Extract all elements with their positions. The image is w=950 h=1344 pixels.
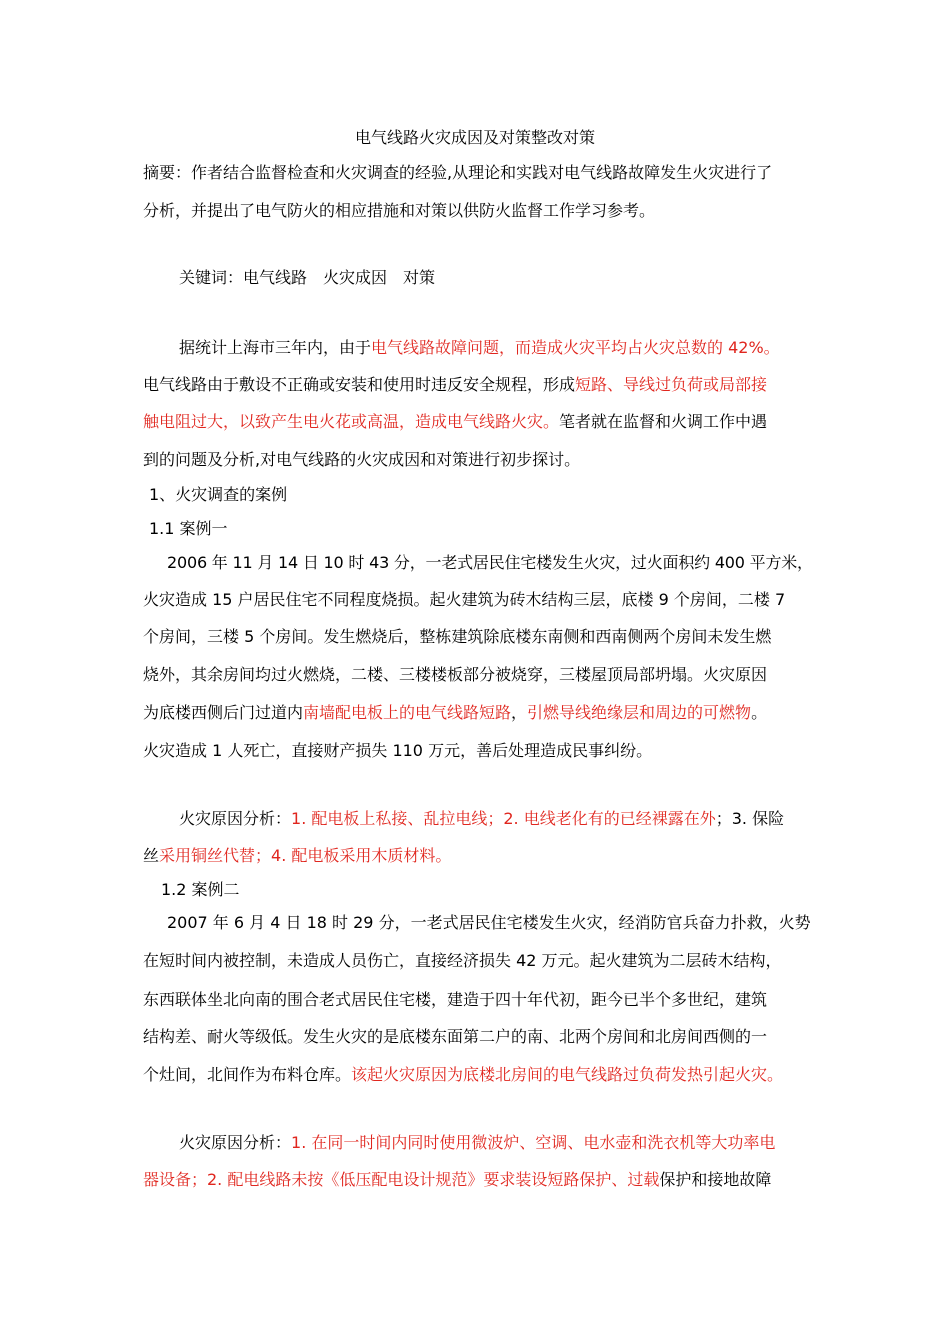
text-span: 据统计上海市三年内，由于 [179, 338, 372, 357]
highlight-span: 采用铜丝代替；4. 配电板采用木质材料。 [159, 846, 452, 865]
case2-analysis-line-2 [143, 1170, 813, 1190]
highlight-span: 1. 在同一时间内同时使用微波炉、空调、电水壶和洗衣机等大功率电 [291, 1133, 776, 1152]
text-span: 保护和接地故障 [659, 1170, 772, 1189]
abstract-line-2: 分析，并提出了电气防火的相应措施和对策以供防火监督工作学习参考。 [143, 201, 656, 220]
highlight-span: 触电阻过大，以致产生电火花或高温，造成电气线路火灾。 [143, 412, 560, 431]
highlight-span: 引燃导线绝缘层和周边的可燃物 [527, 703, 752, 722]
intro-line-1 [179, 338, 813, 358]
case1-line-6: 火灾造成 1 人死亡，直接财产损失 110 万元，善后处理造成民事纠纷。 [143, 741, 653, 760]
case1-line-1: 2006 年 11 月 14 日 10 时 43 分，一老式居民住宅楼发生火灾，过火面积约 400 平方米， [167, 553, 813, 572]
intro-line-4: 到的问题及分析,对电气线路的火灾成因和对策进行初步探讨。 [143, 450, 581, 469]
text-span: 笔者就在监督和火调工作中遇 [559, 412, 768, 431]
highlight-span: 器设备；2. 配电线路未按《低压配电设计规范》要求装设短路保护、过载 [143, 1170, 660, 1189]
highlight-span: 电气线路故障问题，而造成火灾平均占火灾总数的 42%。 [371, 338, 780, 357]
text-span: ， [511, 703, 528, 722]
highlight-span: 南墙配电板上的电气线路短路 [303, 703, 512, 722]
case1-line-4: 烧外，其余房间均过火燃烧，二楼、三楼楼板部分被烧穿，三楼屋顶局部坍塌。火灾原因 [143, 665, 768, 684]
case2-line-4: 结构差、耐火等级低。发生火灾的是底楼东面第二户的南、北两个房间和北房间西侧的一 [143, 1027, 768, 1046]
intro-line-3 [143, 412, 813, 432]
text-span: 火灾原因分析： [179, 809, 292, 828]
text-span: 丝 [143, 846, 160, 865]
case1-line-5 [143, 703, 813, 723]
highlight-span: 短路、导线过负荷或局部接 [575, 375, 768, 394]
case2-line-5 [143, 1065, 813, 1085]
case2-line-3: 东西联体坐北向南的围合老式居民住宅楼，建造于四十年代初，距今已半个多世纪，建筑 [143, 990, 768, 1009]
text-span: 火灾原因分析： [179, 1133, 292, 1152]
case2-line-1: 2007 年 6 月 4 日 18 时 29 分，一老式居民住宅楼发生火灾，经消防官兵奋力扑救，火势 [167, 913, 811, 932]
case2-line-2: 在短时间内被控制，未造成人员伤亡，直接经济损失 42 万元。起火建筑为二层砖木结构， [143, 951, 782, 970]
case1-line-2: 火灾造成 15 户居民住宅不同程度烧损。起火建筑为砖木结构三层，底楼 9 个房间，二楼 7 [143, 590, 786, 609]
text-span: 电气线路由于敷设不正确或安装和使用时违反安全规程，形成 [143, 375, 576, 394]
case1-heading: 1.1 案例一 [149, 519, 228, 538]
text-span: 个灶间，北间作为布料仓库。 [143, 1065, 352, 1084]
case2-heading: 1.2 案例二 [161, 880, 240, 899]
intro-line-2 [143, 375, 813, 395]
case2-analysis-line-1 [179, 1133, 813, 1153]
highlight-span: 1. 配电板上私接、乱拉电线；2. 电线老化有的已经裸露在外 [291, 809, 716, 828]
text-span: ；3. 保险 [715, 809, 785, 828]
case1-analysis-line-2 [143, 846, 813, 866]
highlight-span: 该起火灾原因为底楼北房间的电气线路过负荷发热引起火灾。 [351, 1065, 784, 1084]
text-span: 为底楼西侧后门过道内 [143, 703, 304, 722]
document-title: 电气线路火灾成因及对策整改对策 [354, 128, 595, 147]
case1-analysis-line-1 [179, 809, 813, 829]
section-heading: 1、火灾调查的案例 [149, 485, 288, 504]
abstract-line-1: 摘要：作者结合监督检查和火灾调查的经验,从理论和实践对电气线路故障发生火灾进行了 [143, 163, 773, 182]
keywords: 关键词：电气线路 火灾成因 对策 [179, 268, 436, 287]
text-span: 。 [751, 703, 768, 722]
case1-line-3: 个房间，三楼 5 个房间。发生燃烧后，整栋建筑除底楼东南侧和西南侧两个房间未发生燃 [143, 627, 772, 646]
